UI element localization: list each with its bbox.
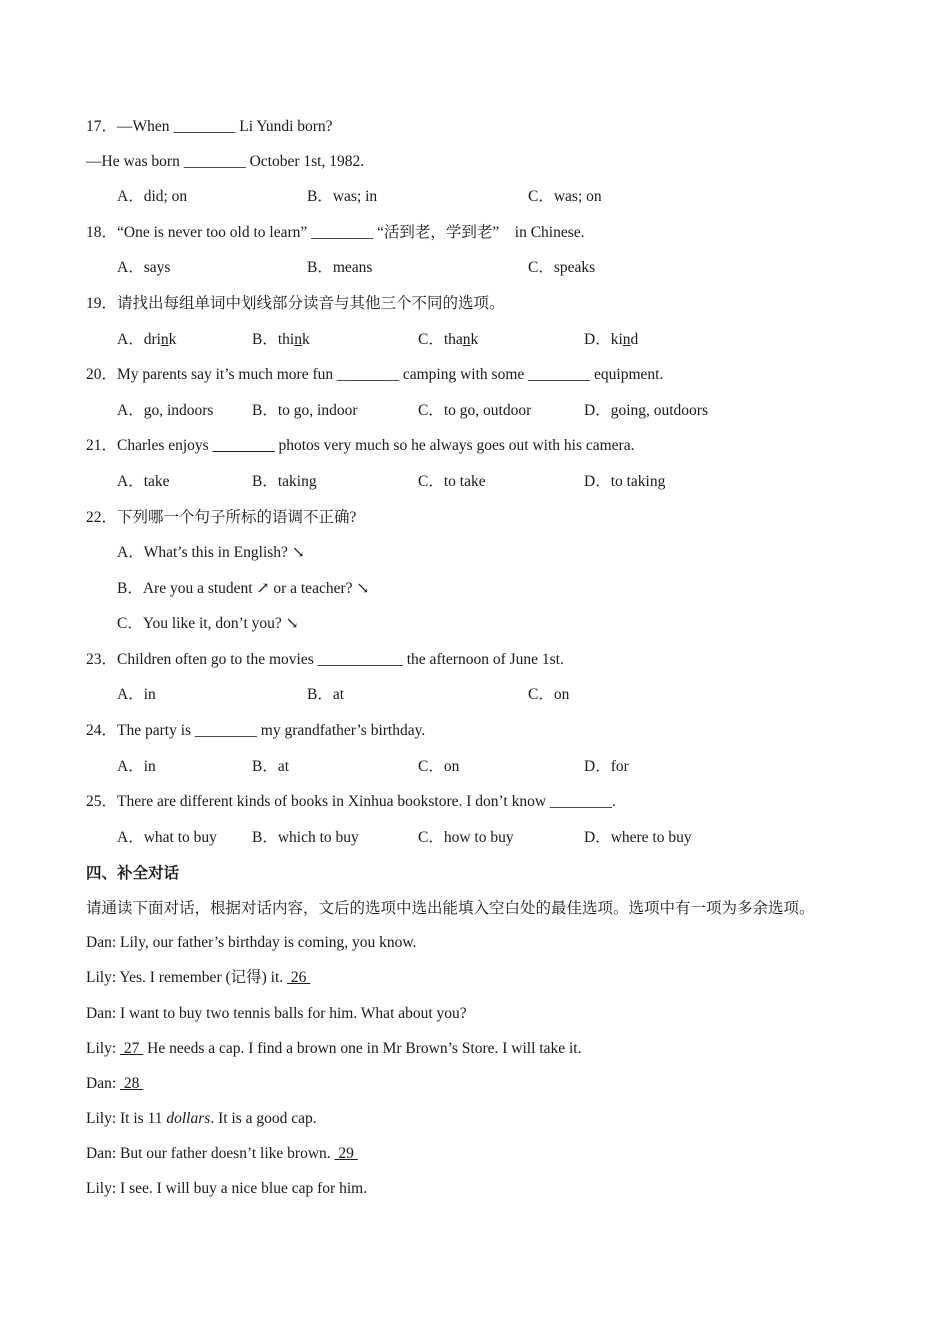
option-b: B．think	[252, 331, 310, 348]
dialogue-line: Lily: Yes. I remember (记得) it. 26	[86, 969, 311, 986]
dialogue-line: Dan: 28	[86, 1075, 144, 1092]
answer-blank-29: 29	[334, 1145, 358, 1162]
dialogue-line: Dan: Lily, our father’s birthday is coming, you know.	[86, 934, 417, 951]
dialogue-line: Lily: It is 11 dollars. It is a good cap.	[86, 1110, 317, 1127]
question-number: 24．	[86, 722, 118, 739]
option-d: D．kind	[584, 331, 639, 348]
question-22-option-c: C．You like it, don’t you? ↘	[117, 615, 299, 632]
dialogue-line: Dan: But our father doesn’t like brown. 29	[86, 1145, 358, 1162]
question-number: 22．	[86, 509, 118, 526]
question-20-options	[0, 401, 950, 421]
section-heading: 四、补全对话	[86, 865, 180, 882]
option-a: A．in	[117, 686, 156, 703]
dialogue-line: Lily: I see. I will buy a nice blue cap for him.	[86, 1180, 368, 1197]
option-a: A．go, indoors	[117, 402, 214, 419]
question-17-line-2: —He was born ________ October 1st, 1982.	[86, 153, 365, 170]
option-d: D．for	[584, 758, 629, 775]
question-number: 19．	[86, 295, 118, 312]
question-number: 25．	[86, 793, 118, 810]
question-number: 18．	[86, 224, 118, 241]
option-c: C．how to buy	[418, 829, 514, 846]
option-b: B．taking	[252, 473, 317, 490]
question-text: 请找出每组单词中划线部分读音与其他三个不同的选项。	[117, 295, 505, 312]
option-b: B．to go, indoor	[252, 402, 358, 419]
dialogue-line: Dan: I want to buy two tennis balls for him. What about you?	[86, 1005, 467, 1022]
question-22-option-b: B．Are you a student ↗ or a teacher? ↘	[117, 580, 370, 597]
option-a: A．in	[117, 758, 156, 775]
option-b: B．which to buy	[252, 829, 359, 846]
option-b: B．was; in	[307, 188, 378, 205]
option-a: A．did; on	[117, 188, 188, 205]
option-a: A．says	[117, 259, 171, 276]
question-number: 23．	[86, 651, 118, 668]
question-24-options	[0, 757, 950, 777]
question-text: The party is ________ my grandfather’s birthday.	[117, 722, 426, 739]
question-number: 20．	[86, 366, 118, 383]
option-a: A．what to buy	[117, 829, 217, 846]
question-text: Children often go to the movies ___________ the afternoon of June 1st.	[117, 651, 564, 668]
question-text: —When ________ Li Yundi born?	[117, 118, 333, 135]
question-25-options	[0, 828, 950, 848]
option-b: B．means	[307, 259, 373, 276]
answer-blank-27: 27	[120, 1040, 144, 1057]
question-number: 17．	[86, 118, 118, 135]
option-c: C．thank	[418, 331, 479, 348]
option-c: C．to go, outdoor	[418, 402, 532, 419]
question-18-options	[0, 258, 950, 278]
option-a: A．drink	[117, 331, 177, 348]
question-25	[86, 792, 616, 812]
dialogue-line: Lily: 27 He needs a cap. I find a brown one in Mr Brown’s Store. I will take it.	[86, 1040, 582, 1057]
question-text: “One is never too old to learn” ________ “活到老，学到老” in Chinese.	[117, 224, 585, 241]
option-a: A．take	[117, 473, 170, 490]
question-22-option-a: A．What’s this in English? ↘	[117, 544, 305, 561]
question-number: 21．	[86, 437, 118, 454]
question-17-options	[0, 187, 950, 207]
question-19-options	[0, 330, 950, 350]
question-24	[86, 721, 425, 741]
option-c: C．to take	[418, 473, 486, 490]
answer-blank-28: 28	[120, 1075, 144, 1092]
option-d: D．to taking	[584, 473, 666, 490]
question-18	[86, 223, 585, 243]
question-23-options	[0, 685, 950, 705]
option-b: B．at	[307, 686, 345, 703]
question-17	[86, 117, 333, 137]
option-d: D．where to buy	[584, 829, 692, 846]
question-text: 下列哪一个句子所标的语调不正确?	[117, 509, 357, 526]
question-20	[86, 365, 663, 385]
question-text: There are different kinds of books in Xinhua bookstore. I don’t know ________.	[117, 793, 616, 810]
question-22	[86, 508, 356, 528]
answer-blank-26: 26	[287, 969, 311, 986]
option-c: C．speaks	[528, 259, 596, 276]
question-text: My parents say it’s much more fun ________ camping with some ________ equipment.	[117, 366, 664, 383]
option-c: C．was; on	[528, 188, 602, 205]
question-23	[86, 650, 564, 670]
question-19	[86, 294, 505, 314]
option-d: D．going, outdoors	[584, 402, 709, 419]
question-21: 21．Charles enjoys ________ photos very much so he always goes out with his camera.	[86, 437, 635, 454]
question-21-options	[0, 472, 950, 492]
option-b: B．at	[252, 758, 290, 775]
option-c: C．on	[528, 686, 570, 703]
option-c: C．on	[418, 758, 460, 775]
section-instruction: 请通读下面对话，根据对话内容，文后的选项中选出能填入空白处的最佳选项。选项中有一项为多余选项。	[86, 900, 815, 917]
answer-blank: ________	[212, 437, 275, 454]
